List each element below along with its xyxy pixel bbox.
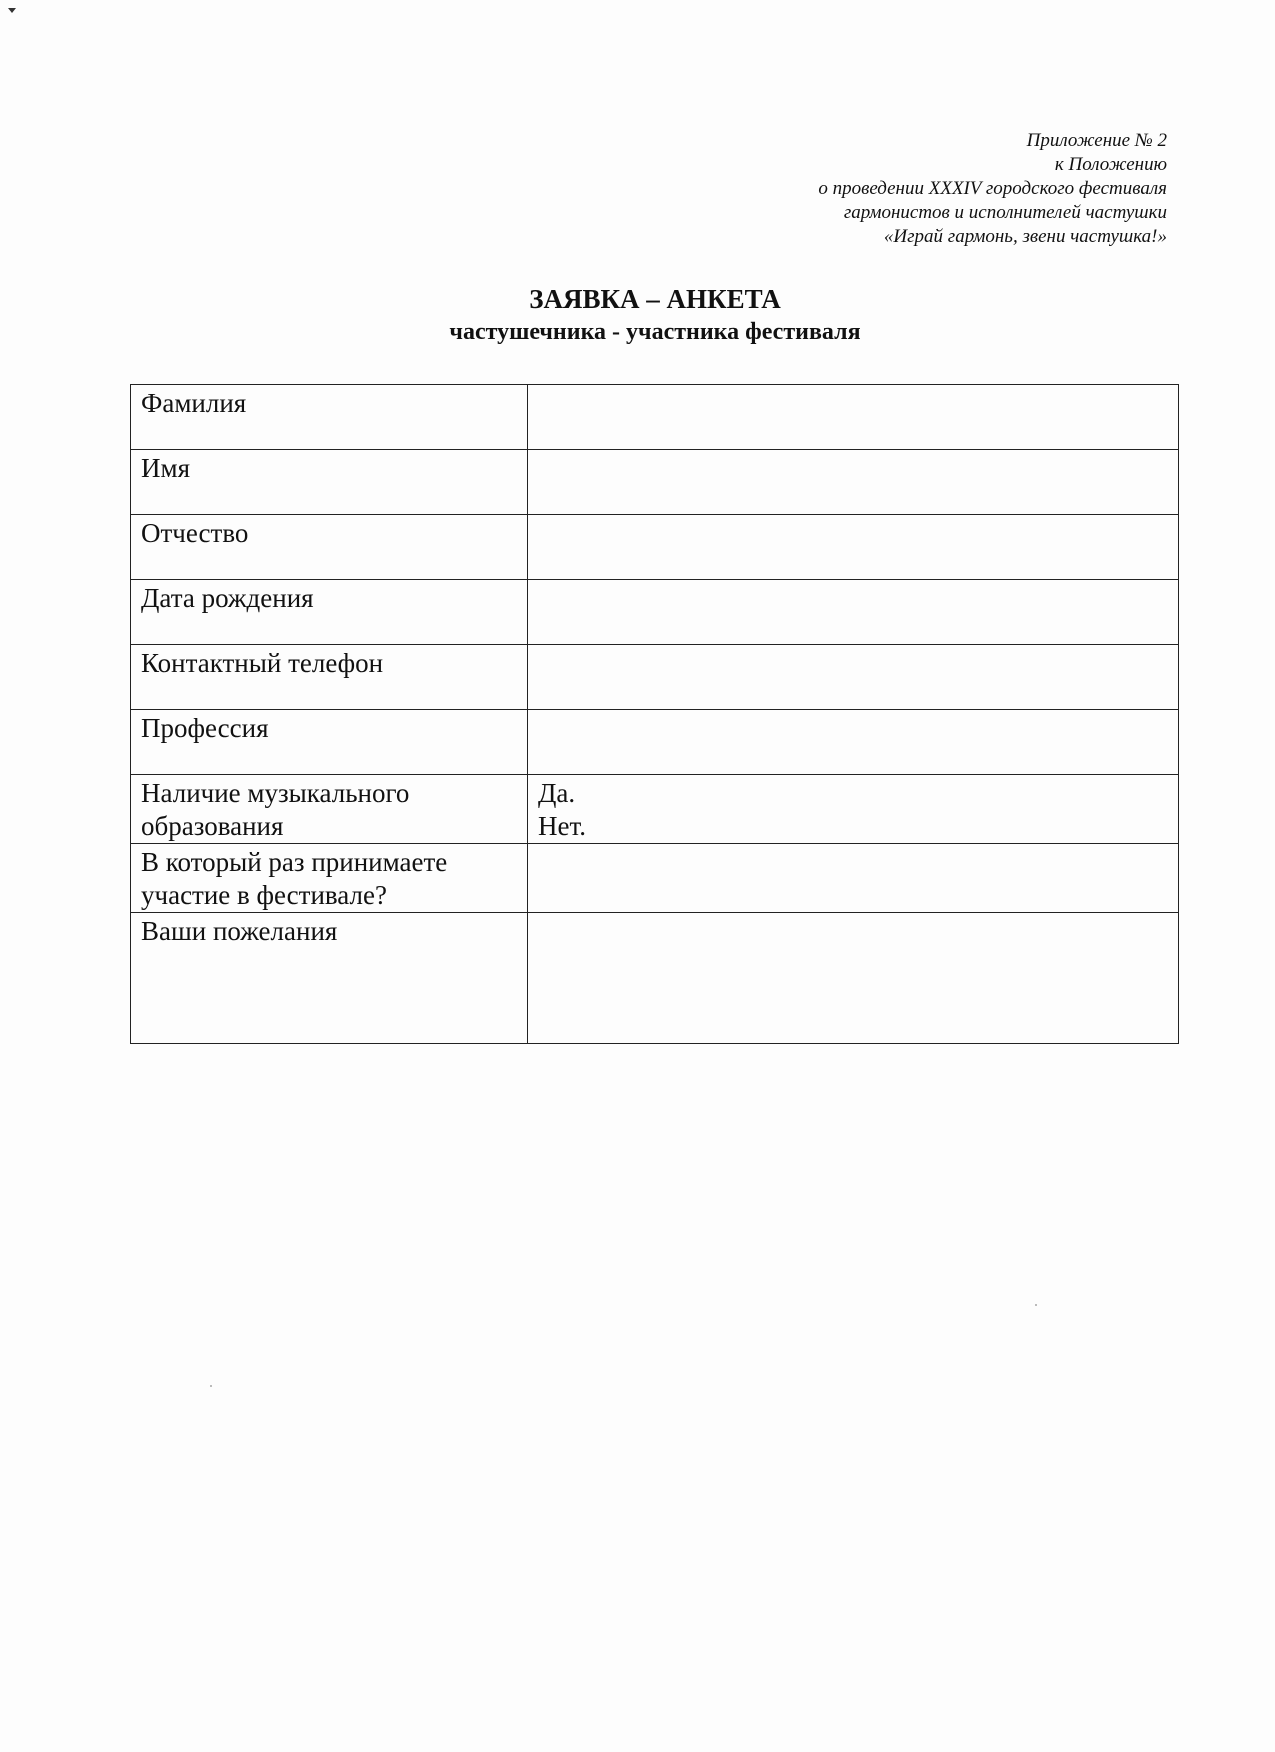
form-row-music-education — [131, 775, 1179, 844]
appendix-line: «Играй гармонь, звени частушка!» — [883, 226, 1167, 247]
form-title-block — [130, 282, 1180, 348]
profession-field[interactable] — [528, 710, 1179, 775]
participation-count-field[interactable] — [528, 844, 1179, 913]
form-row-birthdate — [131, 580, 1179, 645]
form-row-profession — [131, 710, 1179, 775]
scan-speck — [210, 1385, 212, 1387]
appendix-line: Приложение № 2 — [1026, 130, 1167, 151]
field-label — [131, 844, 528, 913]
field-label: Контактный телефон — [131, 645, 528, 710]
appendix-line: к Положению — [1054, 154, 1167, 175]
field-label: Ваши пожелания — [131, 913, 528, 1044]
option-yes[interactable]: Да. — [538, 778, 576, 808]
field-label-line: образования — [141, 811, 284, 841]
field-label-line: Наличие музыкального — [141, 778, 410, 808]
phone-field[interactable] — [528, 645, 1179, 710]
field-label-line: В который раз принимаете — [141, 847, 448, 877]
field-label — [131, 775, 528, 844]
form-row-wishes — [131, 913, 1179, 1044]
field-label: Профессия — [131, 710, 528, 775]
form-row-patronymic — [131, 515, 1179, 580]
birthdate-field[interactable] — [528, 580, 1179, 645]
form-row-phone — [131, 645, 1179, 710]
music-education-options — [528, 775, 1179, 844]
form-title: ЗАЯВКА – АНКЕТА — [529, 284, 781, 314]
field-label: Отчество — [131, 515, 528, 580]
scan-speck — [1035, 1304, 1037, 1306]
field-label-line: участие в фестивале? — [141, 880, 387, 910]
form-subtitle: частушечника - участника фестиваля — [449, 319, 861, 345]
field-label: Дата рождения — [131, 580, 528, 645]
option-no[interactable]: Нет. — [538, 811, 587, 841]
field-label: Фамилия — [131, 385, 528, 450]
application-form-table — [130, 384, 1179, 1044]
wishes-field[interactable] — [528, 913, 1179, 1044]
appendix-note — [567, 129, 1167, 249]
patronymic-field[interactable] — [528, 515, 1179, 580]
appendix-line: о проведении XXXIV городского фестиваля — [818, 178, 1167, 199]
form-row-surname — [131, 385, 1179, 450]
form-row-name — [131, 450, 1179, 515]
scan-mark — [8, 8, 16, 13]
form-row-participation-count — [131, 844, 1179, 913]
surname-field[interactable] — [528, 385, 1179, 450]
name-field[interactable] — [528, 450, 1179, 515]
appendix-line: гармонистов и исполнителей частушки — [843, 202, 1167, 223]
field-label: Имя — [131, 450, 528, 515]
